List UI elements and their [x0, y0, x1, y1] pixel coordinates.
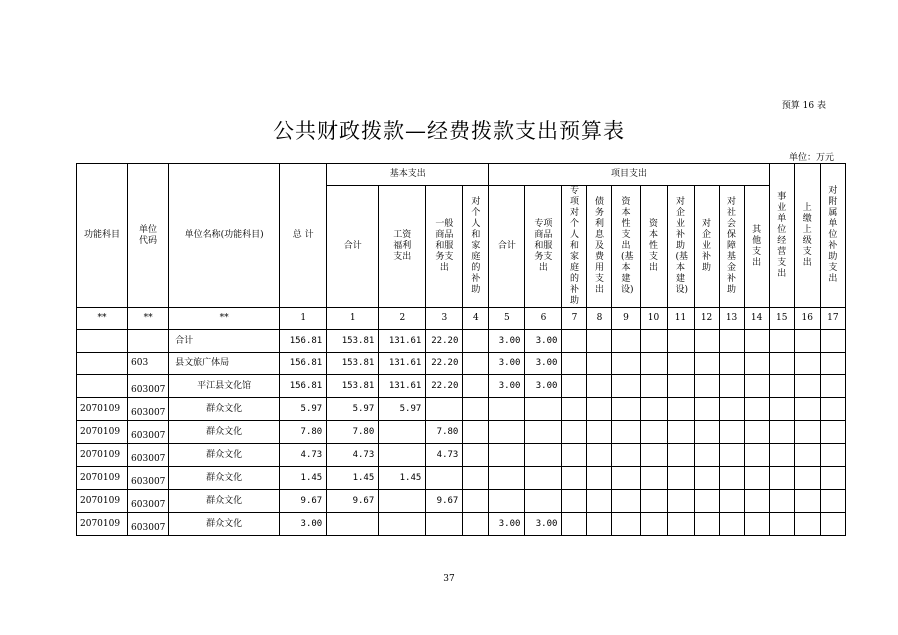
cell-empty: [719, 330, 744, 353]
cell-empty: [562, 513, 587, 536]
index-cell: 13: [719, 308, 744, 330]
cell-empty: [769, 330, 794, 353]
cell-b-personal: [463, 513, 489, 536]
cell-empty: [769, 353, 794, 375]
cell-empty: [587, 444, 612, 467]
index-cell: 8: [587, 308, 612, 330]
cell-empty: [794, 398, 820, 421]
cell-name: 群众文化: [169, 444, 280, 467]
cell-empty: [612, 513, 640, 536]
cell-total: 9.67: [280, 490, 327, 513]
cell-p-goods: 3.00: [525, 375, 562, 398]
header-extra-3: 对附属单位补助支出: [820, 164, 845, 308]
index-cell: 1: [280, 308, 327, 330]
header-project-enterprise-basic: 对企业补助(基本建设): [667, 186, 694, 308]
cell-empty: [820, 421, 845, 444]
cell-empty: [794, 513, 820, 536]
cell-p-total: [489, 421, 525, 444]
cell-empty: [794, 353, 820, 375]
cell-empty: [612, 421, 640, 444]
index-cell: 6: [525, 308, 562, 330]
header-basic-total: 合计: [327, 186, 379, 308]
index-cell: 10: [640, 308, 667, 330]
cell-p-total: [489, 467, 525, 490]
cell-empty: [744, 444, 769, 467]
cell-p-total: [489, 490, 525, 513]
cell-empty: [794, 421, 820, 444]
cell-empty: [794, 375, 820, 398]
cell-func: [77, 330, 128, 353]
cell-empty: [719, 444, 744, 467]
index-cell: 1: [327, 308, 379, 330]
cell-b-wage: 5.97: [379, 398, 426, 421]
cell-p-goods: [525, 490, 562, 513]
cell-empty: [694, 467, 719, 490]
cell-name: 县文旅广体局: [169, 353, 280, 375]
cell-empty: [694, 330, 719, 353]
cell-b-total: 7.80: [327, 421, 379, 444]
cell-empty: [769, 467, 794, 490]
cell-code: 603007: [128, 490, 169, 513]
header-extra-1: 事业单位经营支出: [769, 164, 794, 308]
cell-empty: [587, 353, 612, 375]
cell-name: 群众文化: [169, 398, 280, 421]
cell-empty: [667, 398, 694, 421]
cell-empty: [744, 421, 769, 444]
cell-empty: [820, 490, 845, 513]
cell-empty: [744, 375, 769, 398]
cell-empty: [744, 398, 769, 421]
cell-empty: [820, 513, 845, 536]
cell-empty: [719, 421, 744, 444]
cell-empty: [667, 375, 694, 398]
cell-p-goods: 3.00: [525, 330, 562, 353]
cell-empty: [694, 375, 719, 398]
cell-b-personal: [463, 330, 489, 353]
cell-empty: [667, 467, 694, 490]
cell-empty: [694, 398, 719, 421]
cell-empty: [587, 513, 612, 536]
cell-b-personal: [463, 375, 489, 398]
index-cell: 15: [769, 308, 794, 330]
cell-p-goods: [525, 421, 562, 444]
cell-total: 3.00: [280, 513, 327, 536]
header-project-personal: 专项对个人和家庭的补助: [562, 186, 587, 308]
cell-func: 2070109: [77, 444, 128, 467]
header-extra-2: 上缴上级支出: [794, 164, 820, 308]
cell-empty: [587, 375, 612, 398]
cell-name: 合计: [169, 330, 280, 353]
cell-empty: [640, 490, 667, 513]
cell-b-goods: 22.20: [426, 330, 463, 353]
cell-empty: [562, 490, 587, 513]
cell-empty: [640, 398, 667, 421]
cell-func: [77, 353, 128, 375]
index-cell: 3: [426, 308, 463, 330]
header-basic-goods: 一般商品和服务支出: [426, 186, 463, 308]
cell-empty: [794, 444, 820, 467]
header-project-capital: 资本性支出: [640, 186, 667, 308]
cell-empty: [640, 353, 667, 375]
cell-func: 2070109: [77, 421, 128, 444]
cell-empty: [612, 444, 640, 467]
cell-total: 156.81: [280, 375, 327, 398]
cell-b-wage: [379, 513, 426, 536]
cell-code: 603007: [128, 375, 169, 398]
index-cell: 4: [463, 308, 489, 330]
table-row: [77, 375, 846, 398]
cell-empty: [640, 444, 667, 467]
cell-b-goods: 4.73: [426, 444, 463, 467]
index-row: [77, 308, 846, 330]
index-cell: 2: [379, 308, 426, 330]
cell-func: 2070109: [77, 490, 128, 513]
header-project-goods: 专项商品和服务支出: [525, 186, 562, 308]
table-row: [77, 490, 846, 513]
cell-empty: [667, 330, 694, 353]
cell-empty: [667, 421, 694, 444]
cell-p-goods: 3.00: [525, 353, 562, 375]
cell-empty: [612, 467, 640, 490]
cell-code: 603007: [128, 398, 169, 421]
cell-b-wage: 131.61: [379, 353, 426, 375]
cell-total: 1.45: [280, 467, 327, 490]
cell-p-total: 3.00: [489, 513, 525, 536]
cell-b-wage: [379, 444, 426, 467]
cell-empty: [694, 444, 719, 467]
cell-empty: [667, 513, 694, 536]
cell-b-total: 4.73: [327, 444, 379, 467]
cell-empty: [694, 513, 719, 536]
cell-b-goods: [426, 467, 463, 490]
cell-b-wage: 1.45: [379, 467, 426, 490]
cell-total: 156.81: [280, 330, 327, 353]
cell-empty: [794, 490, 820, 513]
cell-empty: [719, 353, 744, 375]
cell-empty: [640, 421, 667, 444]
cell-func: 2070109: [77, 467, 128, 490]
cell-b-goods: 9.67: [426, 490, 463, 513]
cell-p-total: [489, 398, 525, 421]
cell-code: 603007: [128, 513, 169, 536]
cell-empty: [794, 467, 820, 490]
index-cell: 16: [794, 308, 820, 330]
cell-b-wage: [379, 490, 426, 513]
cell-func: [77, 375, 128, 398]
cell-empty: [820, 398, 845, 421]
table-row: [77, 513, 846, 536]
cell-empty: [769, 444, 794, 467]
cell-empty: [719, 467, 744, 490]
cell-empty: [640, 375, 667, 398]
header-project-debt: 债务利息及费用支出: [587, 186, 612, 308]
cell-empty: [562, 398, 587, 421]
cell-empty: [667, 353, 694, 375]
cell-empty: [562, 375, 587, 398]
header-basic-group: 基本支出: [327, 164, 489, 186]
cell-empty: [562, 467, 587, 490]
cell-empty: [744, 490, 769, 513]
cell-b-total: [327, 513, 379, 536]
cell-name: 平江县文化馆: [169, 375, 280, 398]
cell-empty: [769, 398, 794, 421]
table-row: [77, 467, 846, 490]
cell-empty: [820, 330, 845, 353]
cell-empty: [719, 490, 744, 513]
cell-empty: [744, 467, 769, 490]
table-row: [77, 330, 846, 353]
cell-code: [128, 330, 169, 353]
cell-p-total: [489, 444, 525, 467]
unit-label: 单位：万元: [788, 153, 834, 163]
table-row: [77, 353, 846, 375]
cell-empty: [744, 513, 769, 536]
cell-b-personal: [463, 444, 489, 467]
page-title: 公共财政拨款—经费拨款支出预算表: [273, 119, 625, 143]
cell-b-goods: [426, 398, 463, 421]
cell-empty: [694, 421, 719, 444]
cell-empty: [612, 353, 640, 375]
cell-empty: [719, 398, 744, 421]
cell-b-personal: [463, 353, 489, 375]
cell-p-total: 3.00: [489, 330, 525, 353]
cell-b-goods: [426, 513, 463, 536]
header-project-other: 其他支出: [744, 186, 769, 308]
cell-empty: [744, 353, 769, 375]
header-unit-name: 单位名称(功能科目): [169, 164, 280, 308]
cell-b-total: 153.81: [327, 375, 379, 398]
cell-func: 2070109: [77, 398, 128, 421]
cell-b-personal: [463, 490, 489, 513]
cell-empty: [744, 330, 769, 353]
cell-total: 4.73: [280, 444, 327, 467]
cell-b-personal: [463, 421, 489, 444]
header-project-total: 合计: [489, 186, 525, 308]
cell-empty: [667, 490, 694, 513]
index-cell: 5: [489, 308, 525, 330]
index-cell: 7: [562, 308, 587, 330]
cell-empty: [562, 444, 587, 467]
cell-empty: [562, 353, 587, 375]
cell-empty: [640, 330, 667, 353]
table-row: [77, 444, 846, 467]
page-number: 37: [443, 574, 455, 584]
cell-empty: [820, 467, 845, 490]
cell-empty: [587, 490, 612, 513]
cell-b-total: 1.45: [327, 467, 379, 490]
form-number: 预算 16 表: [781, 101, 826, 111]
index-cell: 14: [744, 308, 769, 330]
cell-empty: [612, 490, 640, 513]
cell-p-goods: [525, 444, 562, 467]
cell-p-total: 3.00: [489, 375, 525, 398]
header-total: 总 计: [280, 164, 327, 308]
cell-p-total: 3.00: [489, 353, 525, 375]
cell-empty: [587, 398, 612, 421]
cell-p-goods: 3.00: [525, 513, 562, 536]
header-basic-wage: 工资福利支出: [379, 186, 426, 308]
index-cell: 17: [820, 308, 845, 330]
cell-empty: [769, 375, 794, 398]
data-rows: [77, 330, 846, 536]
cell-empty: [640, 467, 667, 490]
header-unit-code: 单位代码: [128, 164, 169, 308]
cell-name: 群众文化: [169, 467, 280, 490]
index-cell: 9: [612, 308, 640, 330]
cell-total: 5.97: [280, 398, 327, 421]
cell-code: 603007: [128, 467, 169, 490]
cell-name: 群众文化: [169, 513, 280, 536]
header-project-group: 项目支出: [489, 164, 769, 186]
cell-code: 603: [128, 353, 169, 375]
cell-empty: [562, 421, 587, 444]
cell-empty: [640, 513, 667, 536]
cell-b-total: 9.67: [327, 490, 379, 513]
cell-empty: [769, 490, 794, 513]
cell-empty: [612, 330, 640, 353]
cell-empty: [612, 398, 640, 421]
cell-empty: [719, 513, 744, 536]
header-project-social-security: 对社会保障基金补助: [719, 186, 744, 308]
cell-b-goods: 22.20: [426, 375, 463, 398]
index-cell: **: [169, 308, 280, 330]
cell-empty: [587, 421, 612, 444]
cell-total: 7.80: [280, 421, 327, 444]
header-project-enterprise: 对企业补助: [694, 186, 719, 308]
cell-b-total: 153.81: [327, 353, 379, 375]
cell-b-goods: 22.20: [426, 353, 463, 375]
cell-total: 156.81: [280, 353, 327, 375]
cell-empty: [562, 330, 587, 353]
cell-b-wage: 131.61: [379, 330, 426, 353]
cell-empty: [794, 330, 820, 353]
cell-empty: [694, 490, 719, 513]
cell-empty: [694, 353, 719, 375]
cell-empty: [587, 330, 612, 353]
table-row: [77, 421, 846, 444]
cell-b-wage: [379, 421, 426, 444]
index-cell: 11: [667, 308, 694, 330]
cell-b-wage: 131.61: [379, 375, 426, 398]
cell-empty: [769, 513, 794, 536]
cell-empty: [820, 444, 845, 467]
cell-name: 群众文化: [169, 490, 280, 513]
header-basic-personal: 对个人和家庭的补助: [463, 186, 489, 308]
index-cell: **: [128, 308, 169, 330]
cell-b-goods: 7.80: [426, 421, 463, 444]
table-row: [77, 398, 846, 421]
cell-empty: [820, 375, 845, 398]
cell-code: 603007: [128, 444, 169, 467]
cell-b-total: 153.81: [327, 330, 379, 353]
cell-empty: [612, 375, 640, 398]
budget-table: [76, 163, 846, 536]
cell-name: 群众文化: [169, 421, 280, 444]
cell-code: 603007: [128, 421, 169, 444]
cell-empty: [820, 353, 845, 375]
cell-empty: [587, 467, 612, 490]
cell-empty: [719, 375, 744, 398]
cell-func: 2070109: [77, 513, 128, 536]
index-cell: **: [77, 308, 128, 330]
index-cell: 12: [694, 308, 719, 330]
cell-p-goods: [525, 467, 562, 490]
header-project-capital-basic: 资本性支出(基本建设): [612, 186, 640, 308]
cell-empty: [769, 421, 794, 444]
cell-b-personal: [463, 467, 489, 490]
cell-p-goods: [525, 398, 562, 421]
header-func-subject: 功能科目: [77, 164, 128, 308]
cell-b-total: 5.97: [327, 398, 379, 421]
cell-b-personal: [463, 398, 489, 421]
cell-empty: [667, 444, 694, 467]
